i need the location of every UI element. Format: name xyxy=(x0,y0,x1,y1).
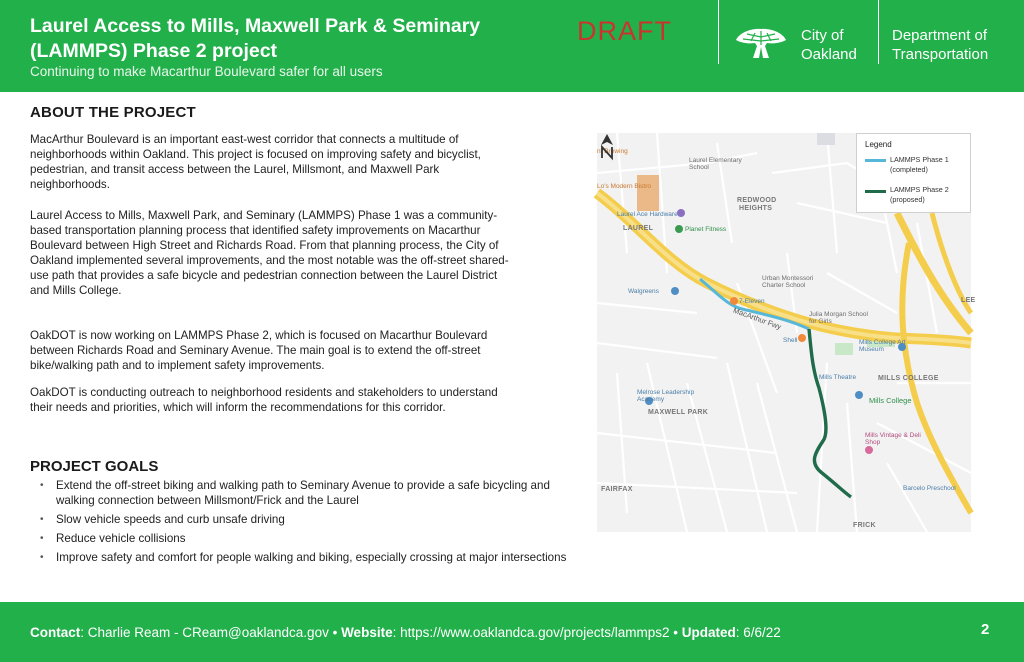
legend-label-phase1: LAMMPS Phase 1 (completed) xyxy=(890,155,949,174)
poi-marker xyxy=(865,446,873,454)
map-label-lee: LEE xyxy=(961,297,976,304)
legend-swatch-phase2 xyxy=(865,190,886,193)
header-divider xyxy=(718,0,719,64)
map-label-maxwell-park: MAXWELL PARK xyxy=(648,409,709,416)
about-heading: ABOUT THE PROJECT xyxy=(30,104,196,121)
map-label-planet-fitness: Planet Fitness xyxy=(685,226,727,233)
map-label-melrose-academy: Melrose Leadership Academy xyxy=(637,389,695,403)
poi-marker xyxy=(730,297,738,305)
map-label-heights: HEIGHTS xyxy=(739,205,773,212)
footer-info: Contact: Charlie Ream - CReam@oaklandca.gov • Website: https://www.oaklandca.gov/projects/lammps2 • Updated: 6/6/22 xyxy=(30,625,781,640)
oakland-tree-logo-icon xyxy=(733,25,789,61)
map-label-fairfax: FAIRFAX xyxy=(601,486,633,493)
map-label-laurel: LAUREL xyxy=(623,225,654,232)
poi-marker xyxy=(855,391,863,399)
map-building xyxy=(817,133,835,145)
map-label-brewing: nt Brewing xyxy=(597,148,628,155)
map-label-redwood: REDWOOD xyxy=(737,197,777,204)
city-line1: City of xyxy=(801,27,844,44)
city-of-oakland-wordmark xyxy=(801,26,857,64)
map-label-laurel-ace: Laurel Ace Hardware xyxy=(617,211,678,218)
website-label: Website xyxy=(341,625,393,640)
city-line2: Oakland xyxy=(801,46,857,63)
map-label-7-eleven: 7-Eleven xyxy=(739,298,765,305)
map-label-julia-morgan: Julia Morgan School for Girls xyxy=(809,311,868,325)
about-paragraph-4: OakDOT is conducting outreach to neighborhood residents and stakeholders to understand their needs and priorities, which will inform the recommendations for this corridor. xyxy=(30,386,498,414)
header-banner xyxy=(0,0,1024,92)
goal-item: • Improve safety and comfort for people walking and biking, especially crossing at major intersections xyxy=(38,550,568,565)
department-name xyxy=(892,26,988,64)
goal-item: • Reduce vehicle collisions xyxy=(38,531,568,546)
map-highlight-building xyxy=(637,175,659,211)
map-label-frick: FRICK xyxy=(853,522,876,529)
goals-list xyxy=(38,478,568,569)
dept-line1: Department of xyxy=(892,27,988,44)
goal-item: • Extend the off-street biking and walking path to Seminary Avenue to provide a safe bicycling and walking connection between Millsmont/Frick and the Laurel xyxy=(38,478,568,508)
goals-heading: PROJECT GOALS xyxy=(30,458,159,475)
north-arrow-icon xyxy=(597,133,617,161)
contact-value[interactable]: Charlie Ream - CReam@oaklandca.gov xyxy=(87,625,329,640)
map-legend xyxy=(856,133,971,213)
map-label-mills-vintage: Mills Vintage & Deli Shop xyxy=(865,432,921,446)
map-label-macarthur-fwy: MacArthur Fwy xyxy=(731,305,783,332)
map-label-mills-art-museum: Mills College Art Museum xyxy=(859,339,906,353)
poi-marker xyxy=(671,287,679,295)
page-number: 2 xyxy=(981,621,990,638)
map-label-barcelo-preschool: Barcelo Preschool xyxy=(903,485,956,492)
updated-label: Updated xyxy=(681,625,736,640)
map-label-mills-college-area: MILLS COLLEGE xyxy=(878,375,939,382)
map-label-walgreens: Walgreens xyxy=(628,288,659,295)
legend-swatch-phase1 xyxy=(865,159,886,162)
draft-stamp: DRAFT xyxy=(577,16,672,46)
about-paragraph-2: Laurel Access to Mills, Maxwell Park, and Seminary (LAMMPS) Phase 1 was a community-based transportation planning process that identified safety improvements on Macarthur Boulevard between High Street and Richards Road. From that planning process, the City of Oakland implemented several improvements, and the most notable was the off-street shared-use path that provides a safe bicycle and pedestrian connection between the Laurel District and Mills College. xyxy=(30,209,509,297)
about-paragraph-1: MacArthur Boulevard is an important east-west corridor that connects a multitude of neighborhoods within Oakland. This project is focused on improving safety and bicyclist, pedestrian, and transit access between the Laurel, Millsmont, and Maxwell Park neighborhoods. xyxy=(30,133,481,191)
poi-marker xyxy=(677,209,685,217)
contact-label: Contact xyxy=(30,625,81,640)
map-label-urban-montessori: Urban Montessori Charter School xyxy=(762,275,814,289)
updated-value: 6/6/22 xyxy=(743,625,781,640)
poi-marker xyxy=(675,225,683,233)
map-label-mills-theatre: Mills Theatre xyxy=(819,374,857,381)
project-map xyxy=(597,133,976,532)
goal-item: • Slow vehicle speeds and curb unsafe driving xyxy=(38,512,568,527)
map-label-shell: Shell xyxy=(783,337,798,344)
legend-title: Legend xyxy=(865,140,892,149)
legend-label-phase2: LAMMPS Phase 2 (proposed) xyxy=(890,185,949,204)
map-label-modern-bistro: Lo's Modern Bistro xyxy=(597,183,651,190)
page-title: Laurel Access to Mills, Maxwell Park & Seminary (LAMMPS) Phase 2 project xyxy=(30,15,481,62)
page-subtitle: Continuing to make Macarthur Boulevard safer for all users xyxy=(30,64,383,79)
header-divider xyxy=(878,0,879,64)
website-link[interactable]: https://www.oaklandca.gov/projects/lammps2 xyxy=(400,625,670,640)
map-park xyxy=(835,343,853,355)
about-paragraph-3: OakDOT is now working on LAMMPS Phase 2, which is focused on Macarthur Boulevard between Richards Road and Seminary Avenue. The main goal is to extend the off-street bike/walking path and to implement safety improvements. xyxy=(30,329,488,372)
poi-marker xyxy=(798,334,806,342)
footer-banner xyxy=(0,602,1024,662)
map-label-mills-college: Mills College xyxy=(869,396,912,405)
map-label-laurel-elementary: Laurel Elementary School xyxy=(689,157,742,171)
dept-line2: Transportation xyxy=(892,46,989,63)
